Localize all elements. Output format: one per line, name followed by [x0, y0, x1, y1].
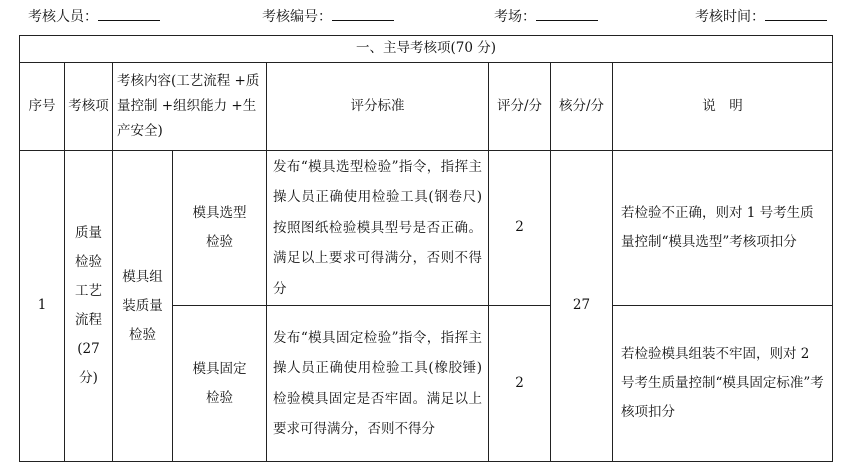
venue-blank — [536, 6, 598, 21]
exam-header — [0, 6, 847, 30]
row-note: 若检验模具组装不牢固，则对 2 号考生质量控制“模具固定标准”考核项扣分 — [613, 306, 833, 462]
col-standard: 评分标准 — [267, 63, 489, 151]
time-blank — [765, 6, 827, 21]
row-note: 若检验不正确，则对 1 号考生质量控制“模具选型”考核项扣分 — [613, 151, 833, 306]
group-seq: 1 — [20, 151, 65, 462]
venue-field — [494, 6, 598, 26]
assessment-table — [19, 35, 833, 462]
col-item: 考核项 — [65, 63, 113, 151]
time-label: 考核时间： — [695, 9, 765, 25]
row-standard: 发布“模具固定检验”指令，指挥主操人员正确使用检验工具(橡胶锤)检验模具固定是否牢固。满足以上要求可得满分，否则不得分 — [267, 306, 489, 462]
row-sub: 模具选型检验 — [173, 151, 267, 306]
group-item: 质量检验工艺流程(27分) — [65, 151, 113, 462]
col-score: 评分/分 — [489, 63, 551, 151]
group-content: 模具组装质量检验 — [113, 151, 173, 462]
exam-no-field — [262, 6, 394, 26]
section-title: 一、主导考核项(70 分) — [20, 36, 833, 63]
examiner-label: 考核人员： — [28, 9, 98, 25]
col-content: 考核内容(工艺流程 +质量控制 +组织能力 +生产安全) — [113, 63, 267, 151]
header-row — [20, 63, 833, 151]
col-check: 核分/分 — [551, 63, 613, 151]
col-note: 说 明 — [613, 63, 833, 151]
table-row — [20, 151, 833, 306]
row-score: 2 — [489, 151, 551, 306]
exam-no-label: 考核编号： — [262, 9, 332, 25]
row-sub: 模具固定检验 — [173, 306, 267, 462]
time-field — [695, 6, 827, 26]
exam-no-blank — [332, 6, 394, 21]
examiner-field — [28, 6, 160, 26]
row-score: 2 — [489, 306, 551, 462]
col-seq: 序号 — [20, 63, 65, 151]
examiner-blank — [98, 6, 160, 21]
venue-label: 考场： — [494, 9, 536, 25]
section-row — [20, 36, 833, 63]
group-check: 27 — [551, 151, 613, 462]
row-standard: 发布“模具选型检验”指令，指挥主操人员正确使用检验工具(钢卷尺)按照图纸检验模具型号是否正确。满足以上要求可得满分，否则不得分 — [267, 151, 489, 306]
